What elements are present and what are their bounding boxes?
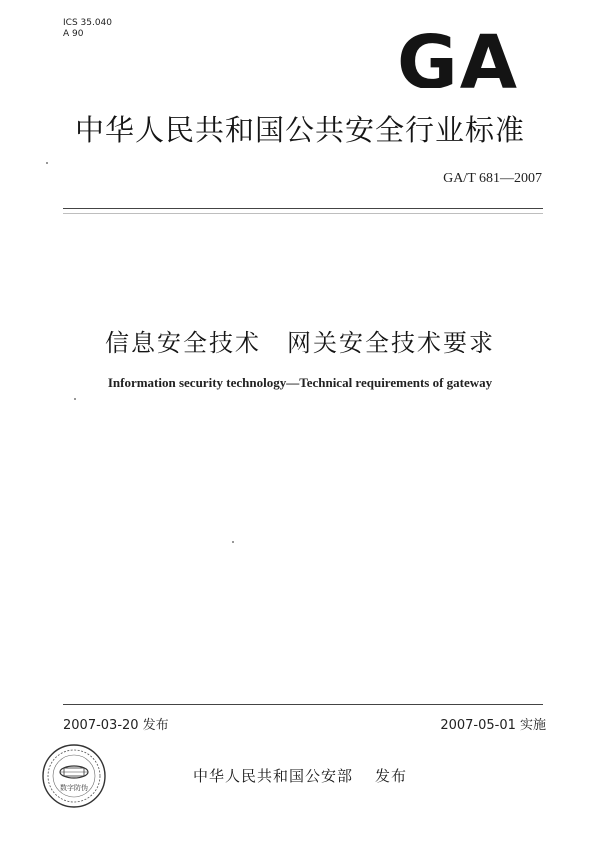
- standard-code: GA/T 681—2007: [443, 171, 542, 186]
- seal-text: 数字防伪: [60, 784, 88, 792]
- ics-code: ICS 35.040: [63, 18, 113, 28]
- standard-title: 中华人民共和国公共安全行业标准: [74, 113, 525, 147]
- header-divider-secondary: [63, 213, 543, 214]
- scan-speck: [74, 398, 76, 400]
- issuer-line: [0, 765, 600, 786]
- issuer-name: 中华人民共和国公安部: [192, 767, 353, 785]
- document-title-zh: 信息安全技术 网关安全技术要求: [105, 329, 495, 357]
- header-divider: [63, 208, 543, 209]
- footer-divider: [63, 704, 543, 705]
- effective-date: 2007-05-01 实施: [440, 718, 546, 733]
- scan-speck: [232, 541, 234, 543]
- scan-speck: [46, 162, 48, 164]
- ga-logo-text: GA: [397, 30, 520, 88]
- ga-logo: [397, 30, 525, 88]
- document-title-en: Information security technology—Technical requirements of gateway: [107, 375, 493, 390]
- ccs-code: A 90: [63, 29, 84, 39]
- issuer-action: 发布: [375, 767, 408, 785]
- classification-block: [63, 18, 112, 40]
- publish-date: 2007-03-20 发布: [63, 718, 169, 733]
